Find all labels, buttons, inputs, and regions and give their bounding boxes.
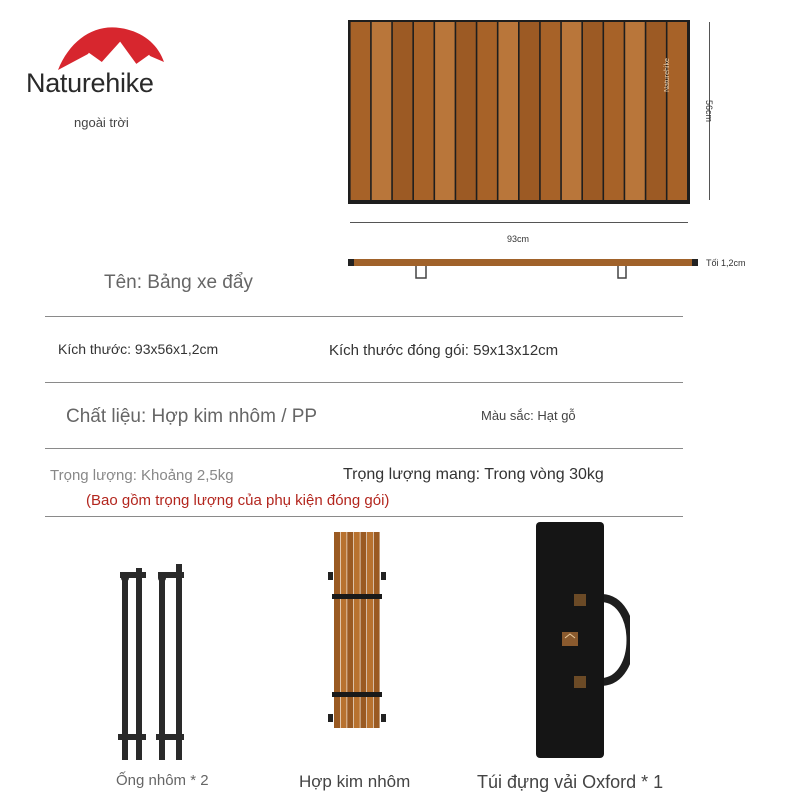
table-slat [562, 22, 582, 200]
accessory-caption: Ống nhôm * 2 [116, 772, 209, 789]
table-slat [372, 22, 392, 200]
wooden-table-top-image [348, 20, 690, 204]
aluminum-tubes-image [114, 558, 194, 764]
table-slat [456, 22, 476, 200]
table-side-view [348, 256, 698, 286]
width-dimension-line [350, 222, 688, 223]
table-slat [393, 22, 413, 200]
divider [45, 448, 683, 449]
table-top-view [348, 20, 690, 204]
divider [45, 516, 683, 517]
table-slat [646, 22, 666, 200]
table-slat [625, 22, 645, 200]
oxford-bag-image [530, 520, 630, 764]
spec-packed-size: Kích thước đóng gói: 59x13x12cm [329, 342, 559, 359]
brand-subtitle: ngoài trời [74, 115, 129, 130]
table-slat [351, 22, 371, 200]
table-slat [520, 22, 540, 200]
thickness-label: Tối 1,2cm [706, 258, 746, 268]
table-slat [477, 22, 497, 200]
rolled-slat [347, 532, 353, 728]
table-slat [667, 22, 687, 200]
accessory-caption: Hợp kim nhôm [299, 772, 411, 791]
table-slat [541, 22, 561, 200]
spec-load: Trọng lượng mang: Trong vòng 30kg [343, 466, 604, 483]
spec-name: Tên: Bảng xe đẩy [104, 272, 253, 293]
rolled-slat [341, 532, 347, 728]
table-slat [498, 22, 518, 200]
rolled-slat [374, 532, 380, 728]
brand-mark-on-table: Naturehike [664, 58, 671, 92]
accessory-caption: Túi đựng vải Oxford * 1 [477, 772, 664, 792]
table-slat [435, 22, 455, 200]
brand-name: Naturehike [26, 68, 154, 98]
table-slat [583, 22, 603, 200]
height-dimension-label: 56cm [704, 100, 714, 123]
rolled-slat [360, 532, 366, 728]
spec-weight-note: (Bao gồm trọng lượng của phụ kiện đóng gói) [86, 492, 390, 509]
table-slat [414, 22, 434, 200]
rolled-slat [354, 532, 360, 728]
rolled-slats-image [326, 530, 388, 730]
divider [45, 316, 683, 317]
width-dimension-label: 93cm [507, 234, 530, 244]
spec-weight: Trọng lượng: Khoảng 2,5kg [50, 467, 234, 484]
rolled-slat [334, 532, 340, 728]
table-slat [604, 22, 624, 200]
rolled-slat [367, 532, 373, 728]
spec-color: Màu sắc: Hạt gỗ [481, 408, 576, 423]
spec-material: Chất liệu: Hợp kim nhôm / PP [66, 406, 318, 427]
spec-size: Kích thước: 93x56x1,2cm [58, 341, 219, 357]
divider [45, 382, 683, 383]
